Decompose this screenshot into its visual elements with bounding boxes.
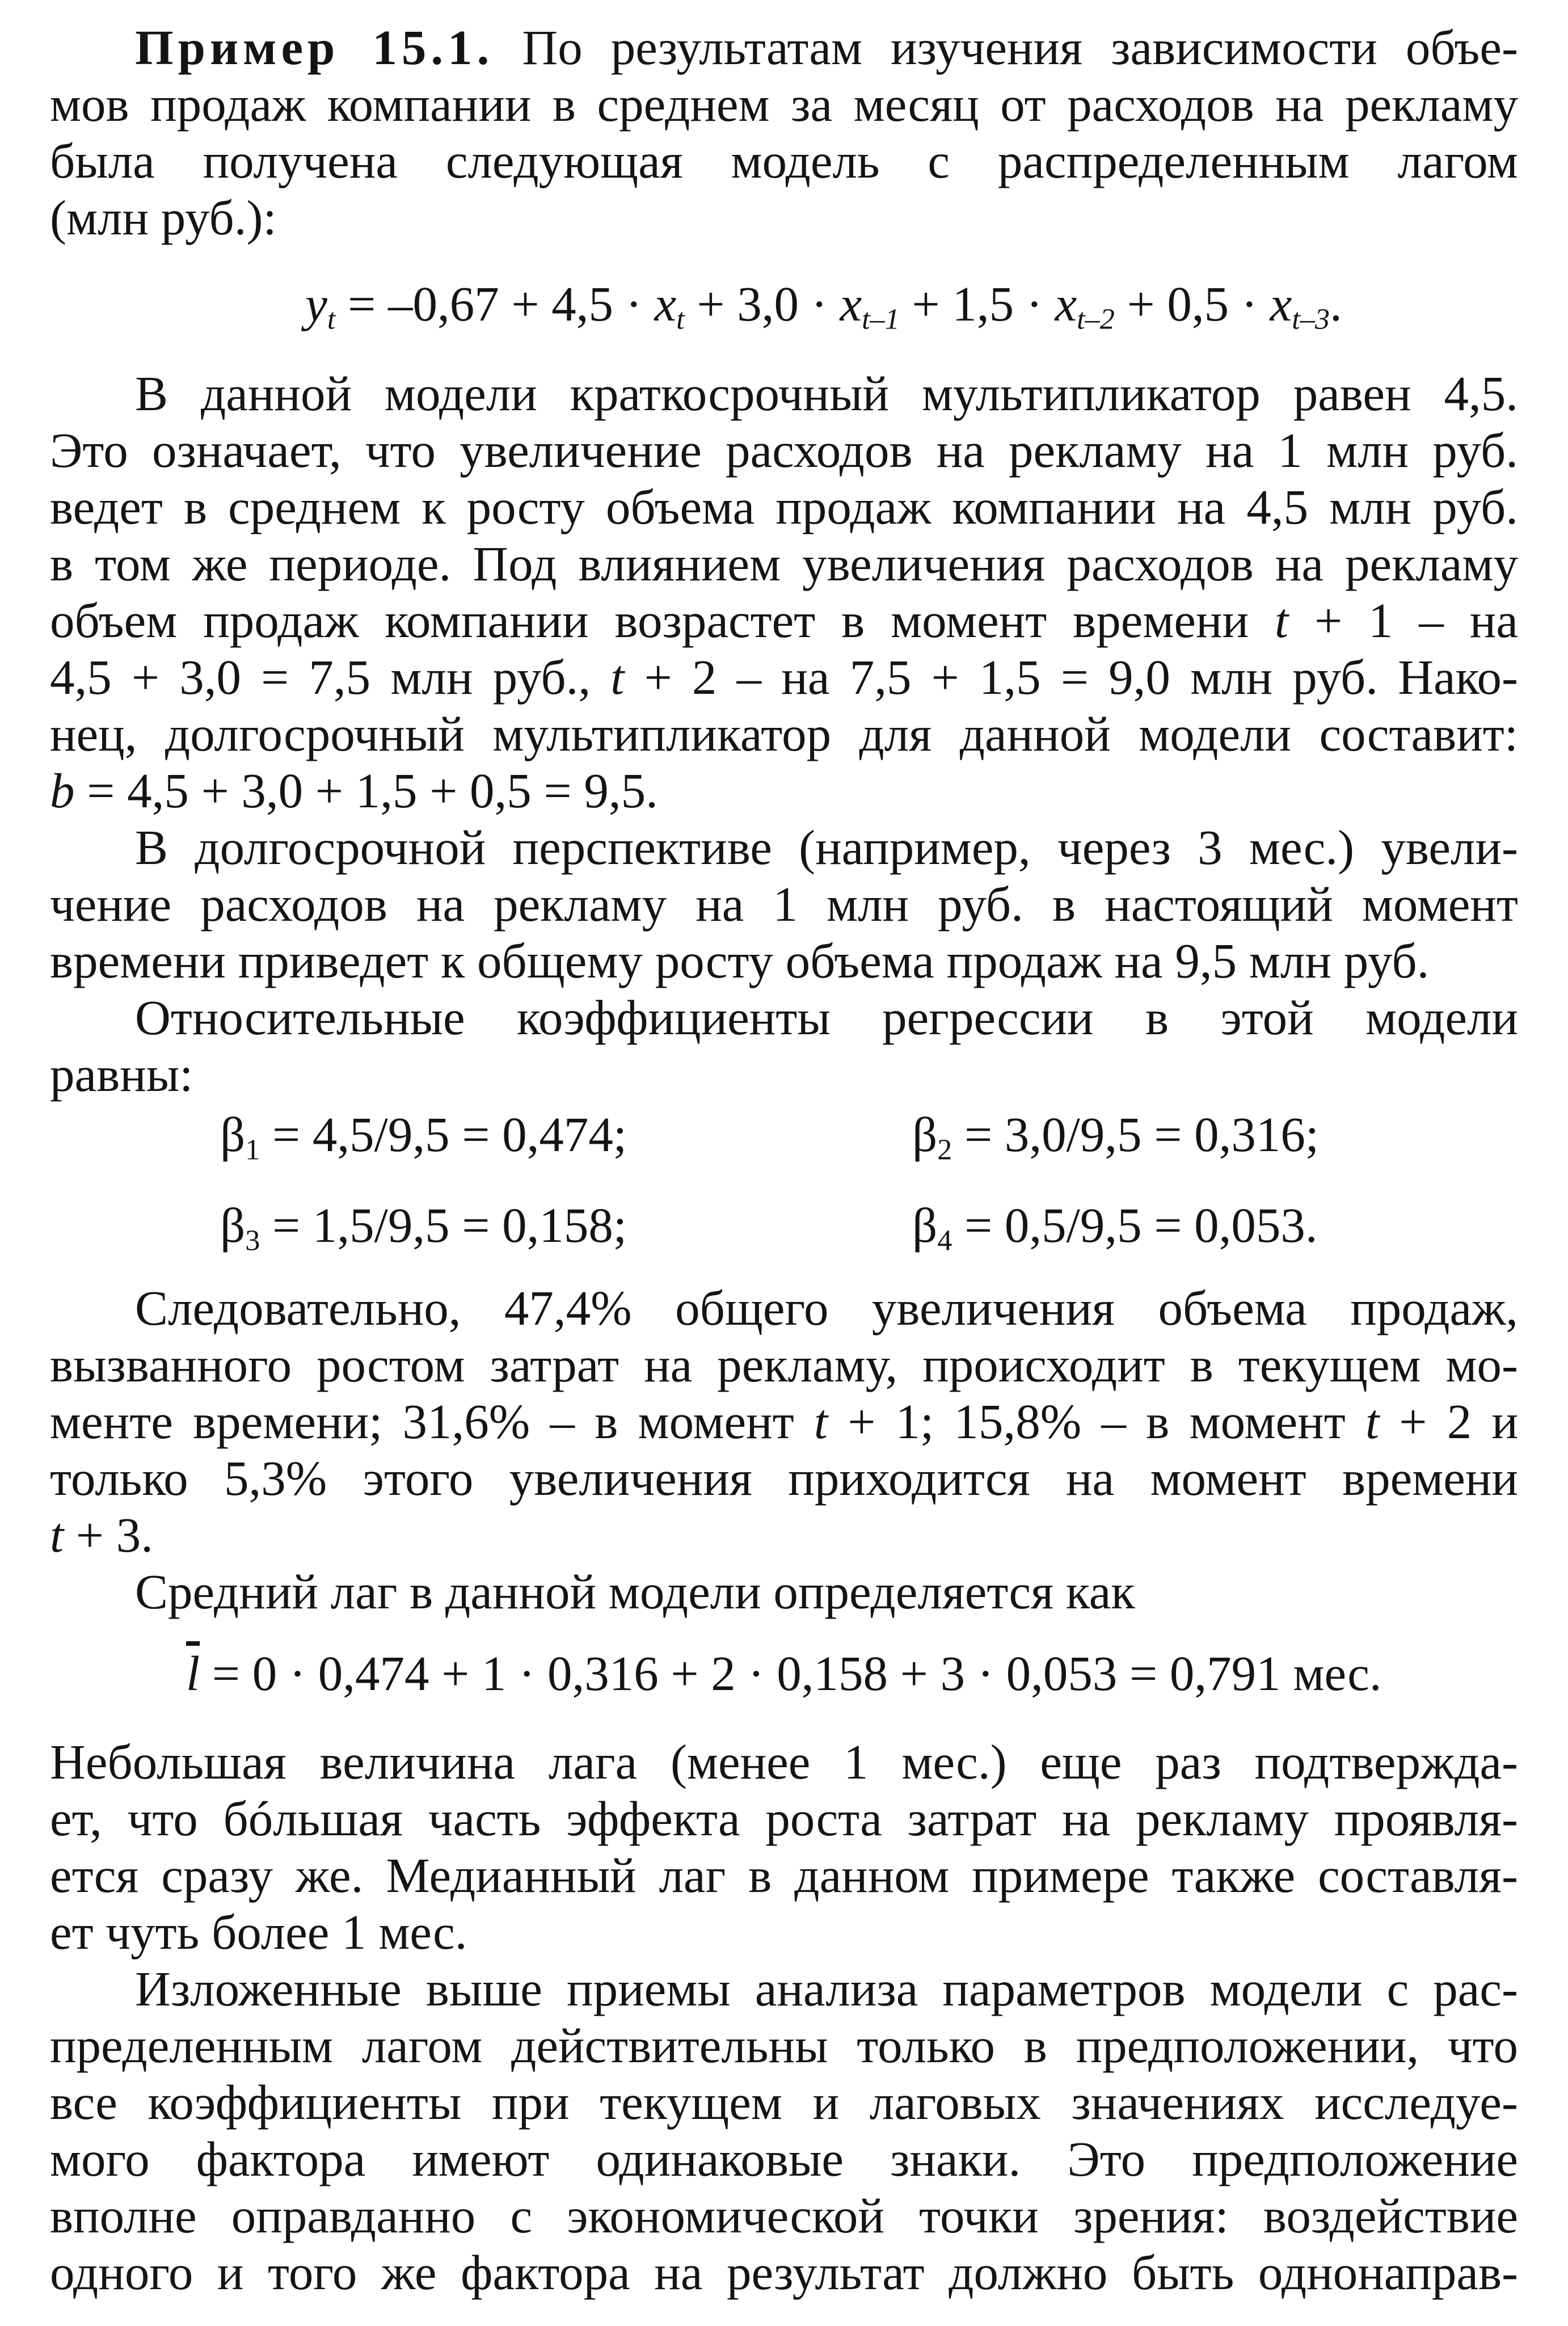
text-line: пределенным лагом действительны только в предположении, что <box>50 2018 1518 2073</box>
model-formula: $y_t = -0,67 + 4,5 \cdot x_t + 3,0 \cdot x_{t-1} + 1,5 \cdot x_{t-2} + 0,5 \cdot x_{t-3}$. <box>305 276 1342 336</box>
beta-4: $\beta_4 = 0,5/9,5 = 0,053$. <box>912 1198 1318 1257</box>
text-line: Это означает, что увеличение расходов на рекламу на 1 млн руб. <box>50 423 1518 478</box>
book-page <box>50 19 1518 2301</box>
text-line: Средний лаг в данной модели определяется как <box>135 1564 1135 1619</box>
paragraph-consequently <box>50 1280 1518 1564</box>
mean-lag-formula: $\overline{l} = 0 \cdot 0,474 + 1 \cdot 0,316 + 2 \cdot 0,158 + 3 \cdot 0,053 = 0,791$ мес. <box>186 1646 1382 1701</box>
text-line: ведет в среднем к росту объема продаж компании на 4,5 млн руб. <box>50 479 1518 534</box>
text-line: ется сразу же. Медианный лаг в данном примере также составля- <box>50 1848 1518 1903</box>
beta-2: $\beta_2 = 3,0/9,5 = 0,316$; <box>912 1107 1320 1166</box>
beta-coefficients <box>50 1106 1518 1259</box>
text-line: вызванного ростом затрат на рекламу, происходит в текущем мо- <box>50 1337 1518 1392</box>
example-label: Пример 15.1. <box>135 20 494 75</box>
text-line: b = 4,5 + 3,0 + 1,5 + 0,5 = 9,5. <box>50 763 658 818</box>
paragraph-short-multiplier <box>50 365 1518 819</box>
text-line: Следовательно, 47,4% общего увеличения объема продаж, <box>135 1280 1518 1335</box>
text-line: все коэффициенты при текущем и лаговых значениях исследуе- <box>50 2075 1518 2130</box>
beta-3: $\beta_3 = 1,5/9,5 = 0,158$; <box>220 1198 627 1257</box>
text-line: В данной модели краткосрочный мультипликатор равен 4,5. <box>135 366 1518 421</box>
paragraph-relative-coefficients <box>50 989 1518 1103</box>
text-line: Изложенные выше приемы анализа параметров модели с рас- <box>135 1961 1518 2016</box>
intro-line-2: мов продаж компании в среднем за месяц от расходов на рекламу <box>50 77 1518 132</box>
text-line: ет, что бóльшая часть эффекта роста затрат на рекламу проявля- <box>50 1791 1518 1846</box>
text-line: времени приведет к общему росту объема продаж на 9,5 млн руб. <box>50 933 1430 988</box>
intro-line-4: (млн руб.): <box>50 190 277 245</box>
intro-line-1: Пример 15.1. По результатам изучения зависимости объе- <box>135 20 1518 75</box>
paragraph-small-lag <box>50 1734 1518 1961</box>
text-line: мого фактора имеют одинаковые знаки. Это предположение <box>50 2131 1518 2186</box>
paragraph-methods <box>50 1961 1518 2301</box>
paragraph-mean-lag <box>50 1564 1518 1620</box>
text-line: менте времени; 31,6% – в момент t + 1; 15,8% – в момент t + 2 и <box>50 1394 1519 1449</box>
text-line: нец, долгосрочный мультипликатор для данной модели составит: <box>50 706 1518 761</box>
text-line: чение расходов на рекламу на 1 млн руб. в настоящий момент <box>50 877 1518 932</box>
text-line: Небольшая величина лага (менее 1 мес.) еще раз подтвержда- <box>50 1734 1518 1789</box>
text-line: Относительные коэффициенты регрессии в этой модели <box>135 990 1518 1045</box>
text-line: одного и того же фактора на результат должно быть однонаправ- <box>50 2245 1518 2300</box>
text-line: объем продаж компании возрастет в момент времени t + 1 – на <box>50 593 1518 648</box>
intro-line-3: была получена следующая модель с распределенным лагом <box>50 133 1518 188</box>
text-line: в том же периоде. Под влиянием увеличения расходов на рекламу <box>50 536 1518 591</box>
text-line: 4,5 + 3,0 = 7,5 млн руб., t + 2 – на 7,5 + 1,5 = 9,0 млн руб. Нако- <box>50 650 1518 705</box>
text-line: ет чуть более 1 мес. <box>50 1904 467 1960</box>
beta-1: $\beta_1 = 4,5/9,5 = 0,474$; <box>220 1107 627 1166</box>
text-line: вполне оправданно с экономической точки зрения: воздействие <box>50 2188 1518 2243</box>
example-intro <box>50 19 1518 246</box>
text-line: В долгосрочной перспективе (например, через 3 мес.) увели- <box>135 820 1518 875</box>
text-line: равны: <box>50 1047 193 1102</box>
paragraph-long-term <box>50 819 1518 989</box>
text-line: только 5,3% этого увеличения приходится на момент времени <box>50 1451 1518 1506</box>
text-line: t + 3. <box>50 1507 153 1562</box>
